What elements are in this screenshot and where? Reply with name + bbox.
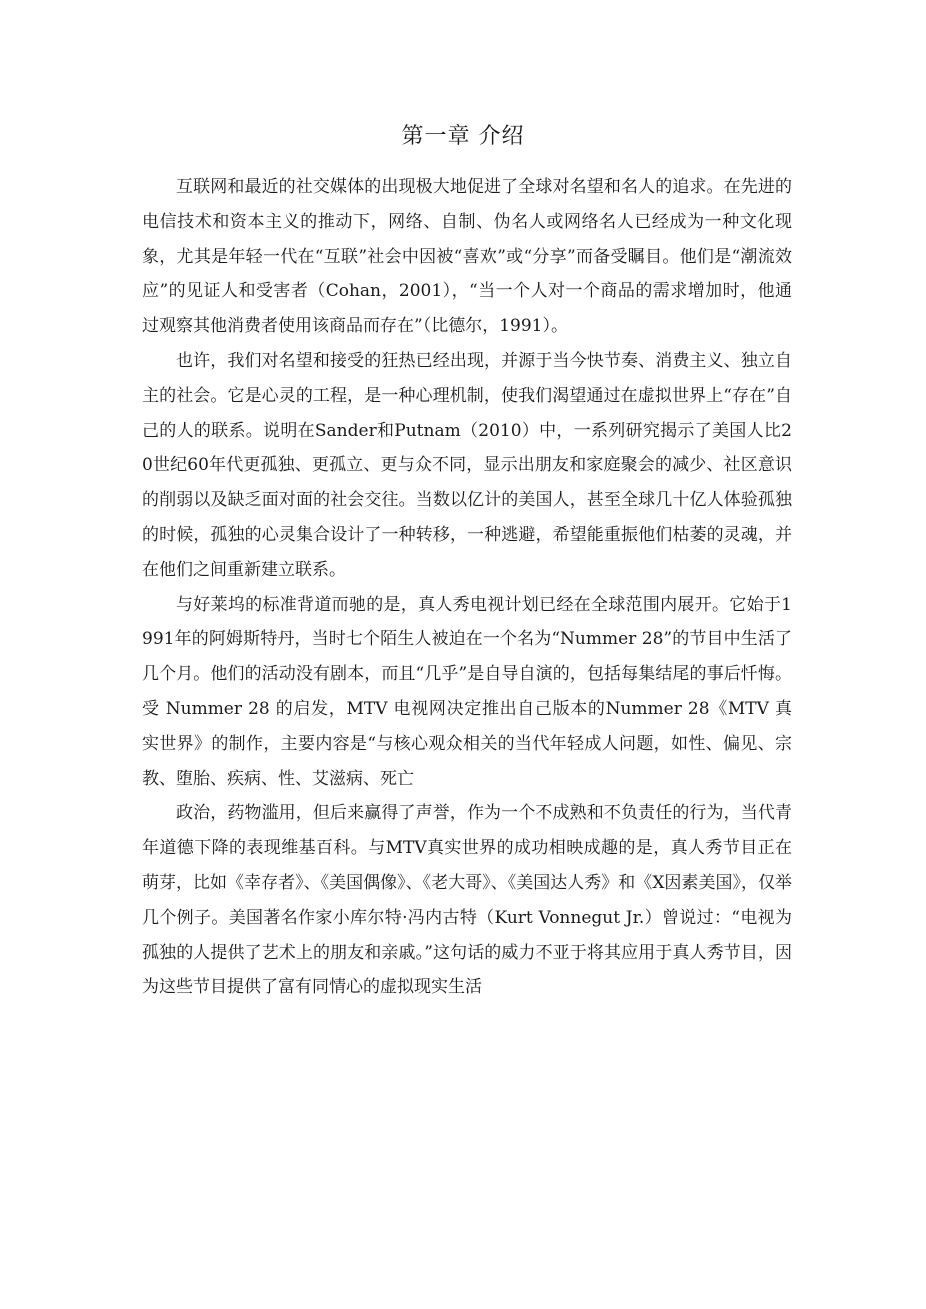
chapter-title: 第一章 介绍 — [401, 124, 525, 149]
body-text — [142, 170, 792, 1005]
paragraph-2: 也许，我们对名望和接受的狂热已经出现，并源于当今快节奏、消费主义、独立自主的社会。它是心灵的工程，是一种心理机制，使我们渴望通过在虚拟世界上“存在”自己的人的联系。说明在Sander和Putnam（2010）中，一系列研究揭示了美国人比20世纪60年代更孤独、更孤立、更与众不同，显示出朋友和家庭聚会的减少、社区意识的削弱以及缺乏面对面的社会交往。当数以亿计的美国人，甚至全球几十亿人体验孤独的时候，孤独的心灵集合设计了一种转移，一种逃避，希望能重振他们枯萎的灵魂，并在他们之间重新建立联系。 — [142, 350, 792, 580]
paragraph-3: 与好莱坞的标准背道而驰的是，真人秀电视计划已经在全球范围内展开。它始于1991年的阿姆斯特丹，当时七个陌生人被迫在一个名为“Nummer 28”的节目中生活了几个月。他们的活动没有剧本，而且“几乎”是自导自演的，包括每集结尾的事后忏悔。受 Nummer 28 的启发，MTV 电视网决定推出自己版本的Nummer 28《MTV 真实世界》的制作，主要内容是“与核心观众相关的当代年轻成人问题，如性、偏见、宗教、堕胎、疾病、性、艾滋病、死亡 — [142, 594, 792, 789]
paragraph-4: 政治，药物滥用，但后来赢得了声誉，作为一个不成熟和不负责任的行为，当代青年道德下降的表现维基百科。与MTV真实世界的成功相映成趣的是，真人秀节目正在萌芽，比如《幸存者》、《美国偶像》、《老大哥》、《美国达人秀》和《X因素美国》，仅举几个例子。美国著名作家小库尔特·冯内古特（Kurt Vonnegut Jr.）曾说过：“电视为孤独的人提供了艺术上的朋友和亲戚。”这句话的威力不亚于将其应用于真人秀节目，因为这些节目提供了富有同情心的虚拟现实生活 — [142, 803, 792, 998]
paragraph-1: 互联网和最近的社交媒体的出现极大地促进了全球对名望和名人的追求。在先进的电信技术和资本主义的推动下，网络、自制、伪名人或网络名人已经成为一种文化现象，尤其是年轻一代在“互联”社会中因被“喜欢”或“分享”而备受瞩目。他们是“潮流效应”的见证人和受害者（Cohan，2001），“当一个人对一个商品的需求增加时，他通过观察其他消费者使用该商品而存在”（比德尔，1991）。 — [142, 177, 792, 337]
